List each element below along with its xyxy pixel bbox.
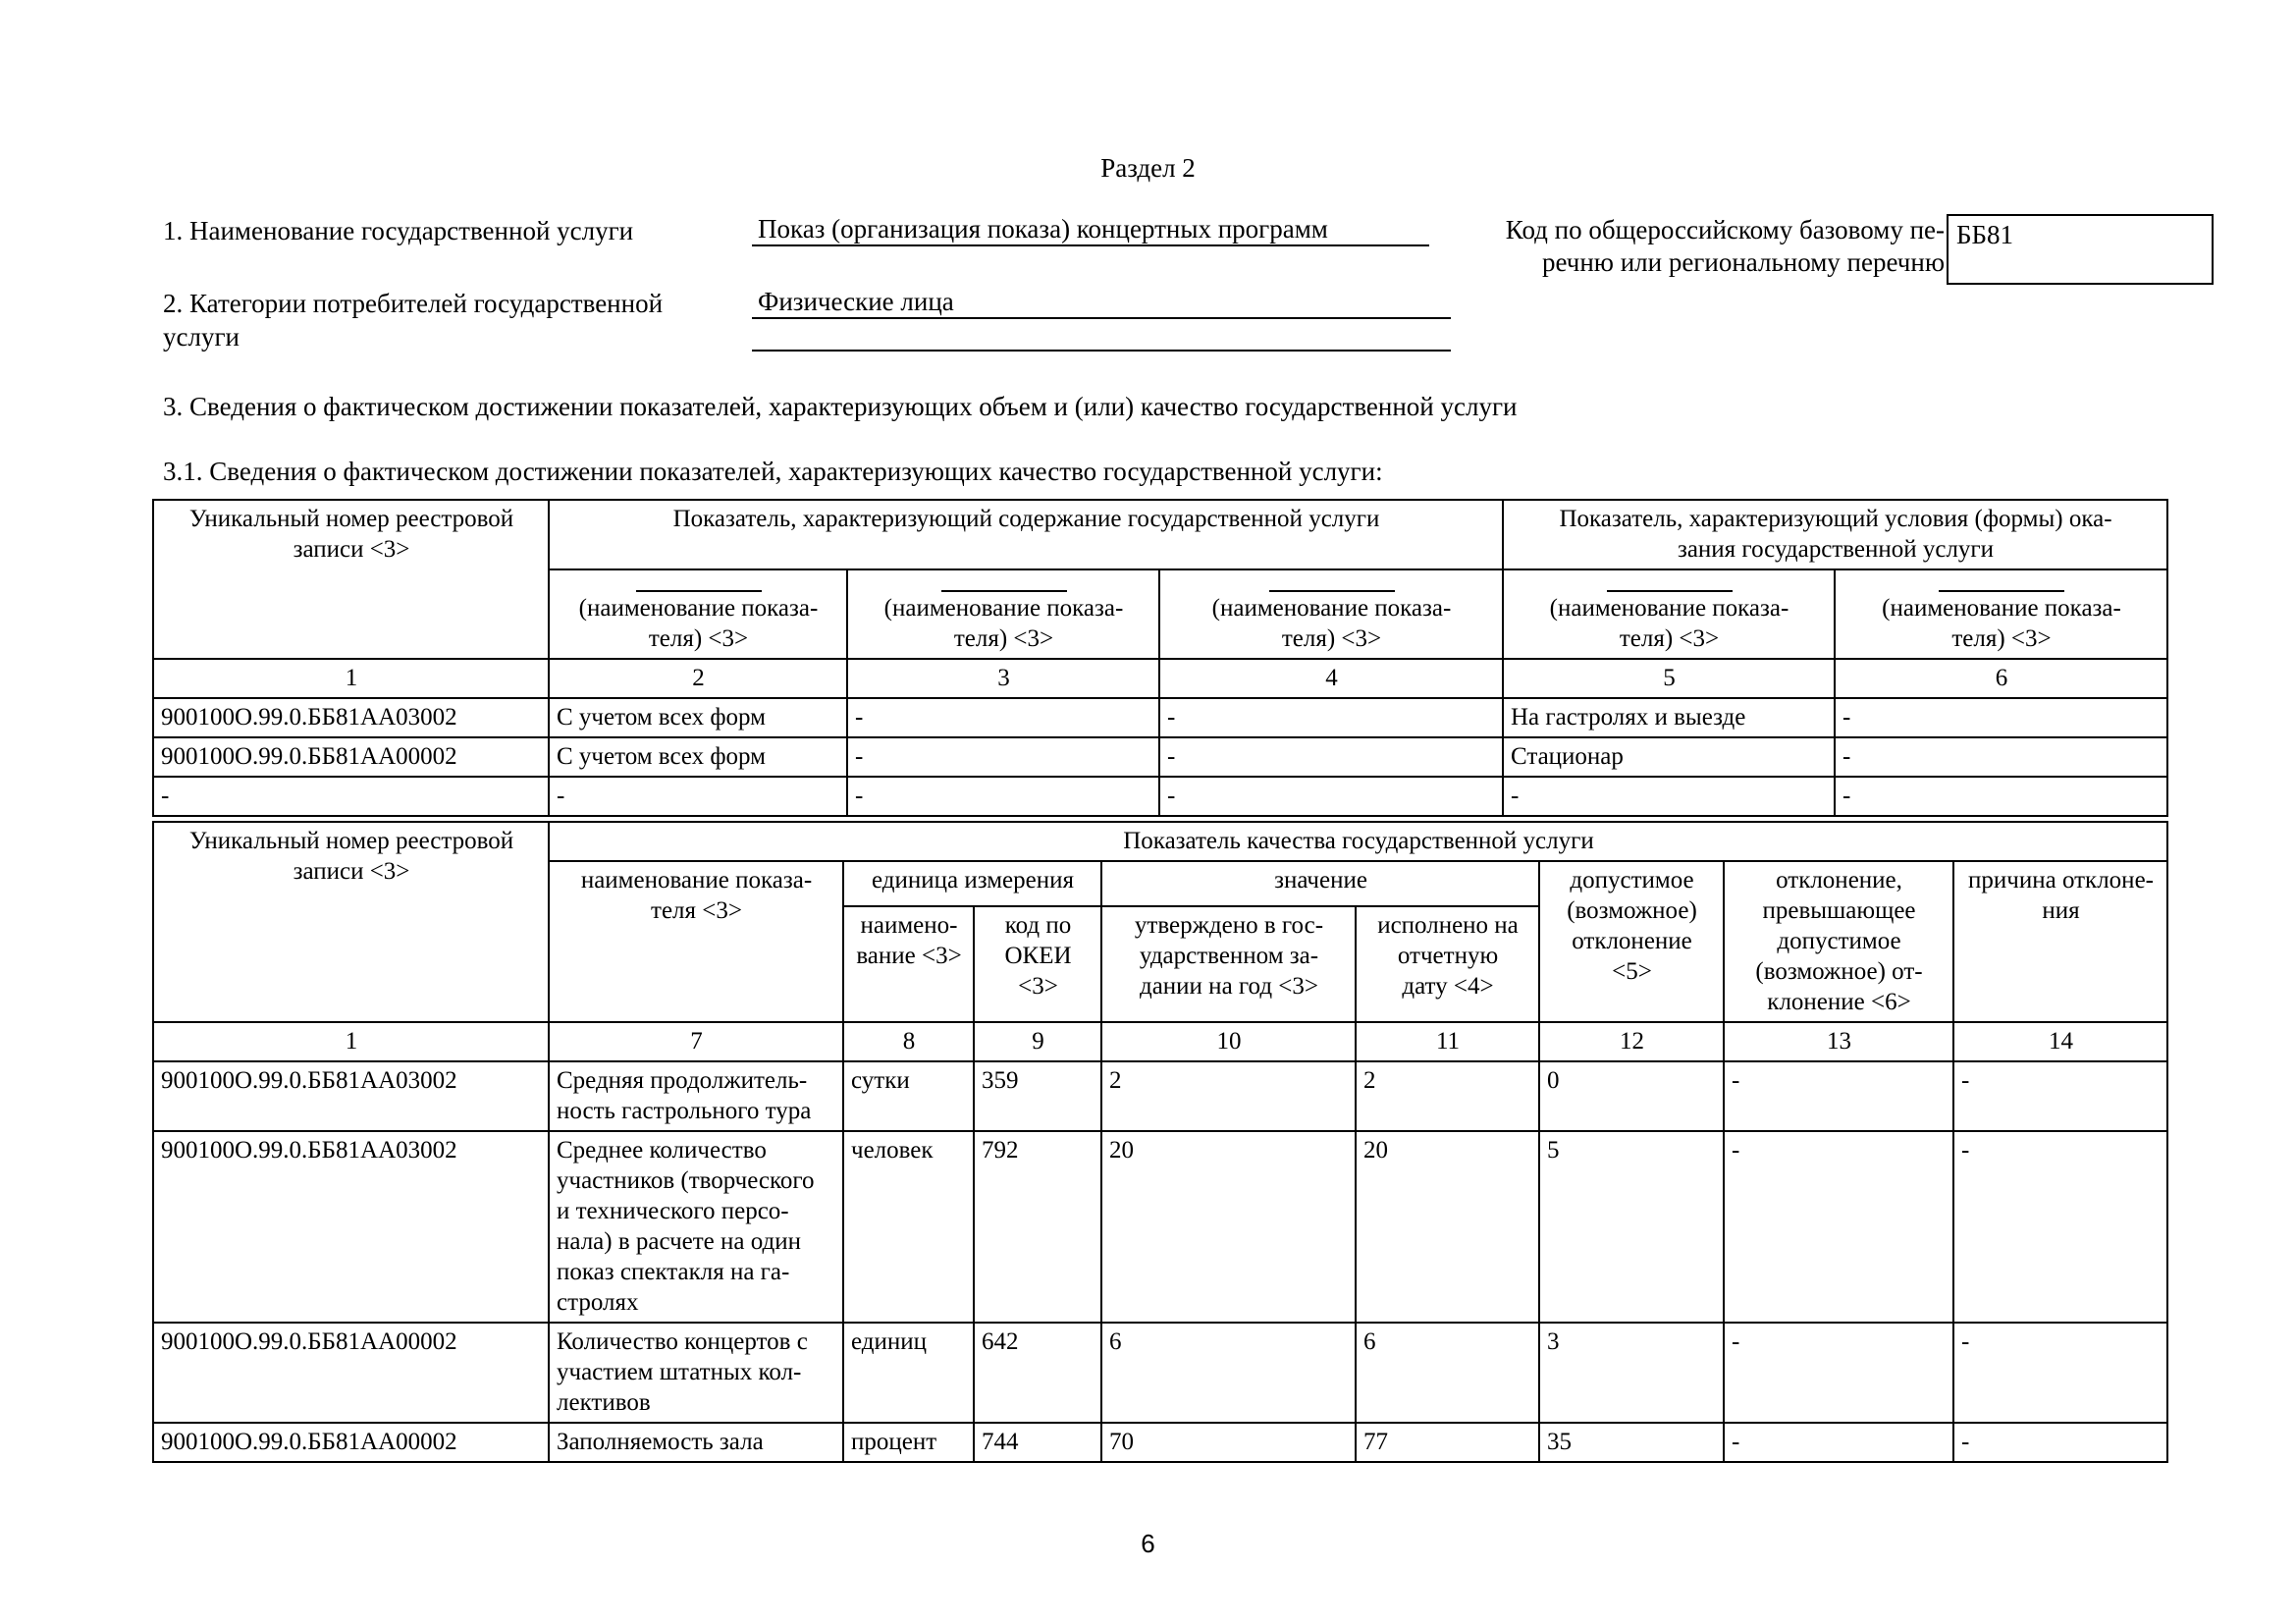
blank-line-placeholder — [636, 573, 762, 592]
blank-line-placeholder — [1939, 573, 2064, 592]
t1-r2-registry: - — [153, 777, 549, 816]
t1-r1-c5: Стационар — [1503, 737, 1835, 777]
t2-header-deviation-reason — [1953, 861, 2167, 1022]
t2-r0-indicator: Средняя продолжитель- ность гастрольного тура — [549, 1061, 843, 1131]
t1-header-conditions-indicator — [1503, 500, 2167, 569]
paragraph-3-1-heading: 3.1. Сведения о фактическом достижении показателей, характеризующих качество государственной услуги: — [163, 457, 1383, 486]
t2-colnum-14: 14 — [1953, 1022, 2167, 1061]
field-consumer-categories-label — [163, 287, 752, 353]
t1-r1-c3: - — [847, 737, 1159, 777]
t2-header-allowed-deviation-line2: (возможное) — [1567, 897, 1697, 924]
t1-colnum-6: 6 — [1835, 659, 2167, 698]
t1-r2-c6: - — [1835, 777, 2167, 816]
field-service-name-value-wrap — [752, 214, 1429, 246]
table-row — [153, 777, 2167, 816]
t2-header-okei-code-line2: ОКЕИ — [1004, 943, 1072, 970]
t1-r2-c3: - — [847, 777, 1159, 816]
t2-header-value-group: значение — [1101, 861, 1539, 906]
t2-colnum-1: 1 — [153, 1022, 549, 1061]
table-row — [153, 1423, 2167, 1462]
t2-header-approved-value — [1101, 906, 1356, 1022]
t2-colnum-13: 13 — [1724, 1022, 1953, 1061]
t2-header-excess-deviation-line2: превышающее — [1762, 897, 1916, 924]
t2-header-allowed-deviation-line3: отклонение — [1572, 928, 1692, 954]
table2-column-number-row — [153, 1022, 2167, 1061]
t2-r3-executed: 77 — [1356, 1423, 1539, 1462]
t1-r1-registry: 900100О.99.0.ББ81АА00002 — [153, 737, 549, 777]
t1-header-conditions-indicator-line1: Показатель, характеризующий условия (формы) ока- — [1559, 506, 2112, 532]
t1-subheader-4-line2: теля) <3> — [1281, 625, 1382, 652]
t2-header-registry-number-line1: Уникальный номер реестровой — [188, 828, 514, 854]
t2-header-registry-number — [153, 822, 549, 1022]
t2-header-excess-deviation-line5: клонение <6> — [1767, 989, 1911, 1015]
t2-r2-unit: единиц — [843, 1323, 974, 1423]
t2-r3-reason: - — [1953, 1423, 2167, 1462]
t2-header-executed-value-line3: дату <4> — [1402, 973, 1494, 1001]
t1-r1-c4: - — [1159, 737, 1503, 777]
t1-subheader-3-line1: (наименование показа- — [883, 595, 1124, 622]
t2-r3-unit: процент — [843, 1423, 974, 1462]
t2-r1-okei: 792 — [974, 1131, 1101, 1323]
t2-header-allowed-deviation-line1: допустимое — [1570, 867, 1694, 893]
t2-header-indicator-name-line2: теля <3> — [651, 897, 742, 924]
t2-header-okei-code-line3: <3> — [1018, 973, 1058, 1001]
t2-r2-okei: 642 — [974, 1323, 1101, 1423]
table-row — [153, 1131, 2167, 1323]
t2-header-excess-deviation-line3: допустимое — [1777, 928, 1901, 954]
field-consumer-categories-label-line2: услуги — [163, 322, 240, 352]
t1-subheader-3-line2: теля) <3> — [953, 625, 1054, 652]
t1-subheader-5-line1: (наименование показа- — [1549, 595, 1789, 622]
t1-subheader-6-line1: (наименование показа- — [1882, 595, 2121, 622]
t2-r1-reason: - — [1953, 1131, 2167, 1323]
t2-r3-okei: 744 — [974, 1423, 1101, 1462]
quality-indicators-values-table — [152, 821, 2168, 1463]
t2-r2-indicator: Количество концертов с участием штатных кол- лективов — [549, 1323, 843, 1423]
t1-r2-c4: - — [1159, 777, 1503, 816]
t1-r1-c6: - — [1835, 737, 2167, 777]
t2-r3-allowed-deviation: 35 — [1539, 1423, 1724, 1462]
t2-r2-approved: 6 — [1101, 1323, 1356, 1423]
t1-r1-c2: С учетом всех форм — [549, 737, 847, 777]
field-consumer-categories-value[interactable]: Физические лица — [752, 287, 1451, 319]
t2-header-unit-group: единица измерения — [843, 861, 1101, 906]
blank-line-placeholder — [1269, 573, 1395, 592]
table2-header-row-1 — [153, 822, 2167, 861]
t2-colnum-11: 11 — [1356, 1022, 1539, 1061]
t2-r0-okei: 359 — [974, 1061, 1101, 1131]
t2-header-okei-code-line1: код по — [1004, 912, 1072, 940]
t2-header-indicator-name — [549, 861, 843, 1022]
t2-r1-executed: 20 — [1356, 1131, 1539, 1323]
t2-r0-unit: сутки — [843, 1061, 974, 1131]
code-caption — [1468, 214, 1945, 279]
field-consumer-categories-label-line1: 2. Категории потребителей государственной — [163, 289, 664, 318]
t2-r0-reason: - — [1953, 1061, 2167, 1131]
t2-colnum-8: 8 — [843, 1022, 974, 1061]
t2-r0-allowed-deviation: 0 — [1539, 1061, 1724, 1131]
t1-colnum-3: 3 — [847, 659, 1159, 698]
t1-subheader-2-line2: теля) <3> — [648, 625, 749, 652]
code-caption-line2: речню или региональному перечню — [1541, 247, 1945, 277]
t1-subheader-indicator-name-3 — [847, 569, 1159, 659]
t1-subheader-5-line2: теля) <3> — [1619, 625, 1720, 652]
t1-r0-c2: С учетом всех форм — [549, 698, 847, 737]
code-caption-line1: Код по общероссийскому базовому пе- — [1505, 215, 1945, 244]
page-number: 6 — [1141, 1529, 1155, 1558]
t2-header-deviation-reason-line2: ния — [2042, 897, 2080, 924]
t1-colnum-2: 2 — [549, 659, 847, 698]
t2-r2-allowed-deviation: 3 — [1539, 1323, 1724, 1423]
code-block — [1468, 214, 2214, 285]
t1-header-registry-number-line2: записи <3> — [293, 536, 410, 563]
section-title: Раздел 2 — [1100, 153, 1196, 183]
t2-r1-registry: 900100О.99.0.ББ81АА03002 — [153, 1131, 549, 1323]
t2-header-executed-value-line1: исполнено на — [1377, 912, 1519, 940]
t1-subheader-indicator-name-4 — [1159, 569, 1503, 659]
t2-header-allowed-deviation-line4: <5> — [1612, 958, 1652, 985]
t1-r0-c4: - — [1159, 698, 1503, 737]
field-consumer-categories-value-line2[interactable] — [752, 319, 1451, 352]
field-service-name-label: 1. Наименование государственной услуги — [163, 216, 634, 245]
t2-r3-excess-deviation: - — [1724, 1423, 1953, 1462]
t1-r0-registry: 900100О.99.0.ББ81АА03002 — [153, 698, 549, 737]
t1-subheader-4-line1: (наименование показа- — [1211, 595, 1452, 622]
quality-indicators-content-table — [152, 499, 2168, 817]
t2-r3-registry: 900100О.99.0.ББ81АА00002 — [153, 1423, 549, 1462]
table1-header-row-1 — [153, 500, 2167, 569]
field-consumer-categories-value-wrap — [752, 287, 1451, 352]
t2-header-excess-deviation-line4: (возможное) от- — [1755, 958, 1923, 985]
t1-r2-c5: - — [1503, 777, 1835, 816]
t1-subheader-indicator-name-2 — [549, 569, 847, 659]
t2-r2-reason: - — [1953, 1323, 2167, 1423]
t2-r2-executed: 6 — [1356, 1323, 1539, 1423]
t2-header-okei-code — [974, 906, 1101, 1022]
table-row — [153, 698, 2167, 737]
t1-colnum-5: 5 — [1503, 659, 1835, 698]
t1-r0-c6: - — [1835, 698, 2167, 737]
blank-line-placeholder — [1607, 573, 1733, 592]
t1-subheader-2-line1: (наименование показа- — [578, 595, 819, 622]
t1-r2-c2: - — [549, 777, 847, 816]
t2-header-quality-indicator: Показатель качества государственной услуги — [549, 822, 2167, 861]
t1-colnum-1: 1 — [153, 659, 549, 698]
t2-header-executed-value-line2: отчетную — [1397, 943, 1499, 970]
table-row — [153, 1323, 2167, 1423]
t2-header-approved-value-line1: утверждено в гос- — [1134, 912, 1324, 940]
table1-column-number-row — [153, 659, 2167, 698]
blank-line-placeholder — [941, 573, 1067, 592]
t2-r0-approved: 2 — [1101, 1061, 1356, 1131]
t1-subheader-indicator-name-5 — [1503, 569, 1835, 659]
paragraph-3-heading: 3. Сведения о фактическом достижении показателей, характеризующих объем и (или) качество государственной услуги — [163, 392, 1518, 421]
t1-subheader-indicator-name-6 — [1835, 569, 2167, 659]
t2-r1-indicator: Среднее количество участников (творческого и технического персо- нала) в расчете на один показ спектакля на га- стролях — [549, 1131, 843, 1323]
t2-header-allowed-deviation — [1539, 861, 1724, 1022]
t1-subheader-6-line2: теля) <3> — [1951, 625, 2052, 652]
code-value-box[interactable]: ББ81 — [1947, 214, 2214, 285]
t2-header-executed-value — [1356, 906, 1539, 1022]
t1-colnum-4: 4 — [1159, 659, 1503, 698]
t2-header-unit-name — [843, 906, 974, 1022]
t1-r0-c5: На гастролях и выезде — [1503, 698, 1835, 737]
t2-header-approved-value-line3: дании на год <3> — [1139, 973, 1318, 1001]
t2-r0-excess-deviation: - — [1724, 1061, 1953, 1131]
t2-r1-approved: 20 — [1101, 1131, 1356, 1323]
t2-r0-registry: 900100О.99.0.ББ81АА03002 — [153, 1061, 549, 1131]
field-consumer-categories — [163, 287, 1451, 353]
t2-header-indicator-name-line1: наименование показа- — [580, 867, 813, 893]
t2-header-excess-deviation — [1724, 861, 1953, 1022]
t2-header-deviation-reason-line1: причина отклоне- — [1968, 867, 2154, 893]
table-row — [153, 1061, 2167, 1131]
t2-colnum-10: 10 — [1101, 1022, 1356, 1061]
t2-colnum-7: 7 — [549, 1022, 843, 1061]
t1-header-registry-number — [153, 500, 549, 659]
t1-r0-c3: - — [847, 698, 1159, 737]
t2-header-unit-name-line1: наимено- — [860, 912, 958, 940]
t2-r1-allowed-deviation: 5 — [1539, 1131, 1724, 1323]
t2-header-unit-name-line2: вание <3> — [856, 943, 962, 970]
t2-header-approved-value-line2: ударственном за- — [1139, 943, 1319, 970]
t2-r1-unit: человек — [843, 1131, 974, 1323]
t2-r2-excess-deviation: - — [1724, 1323, 1953, 1423]
t2-colnum-12: 12 — [1539, 1022, 1724, 1061]
t1-header-registry-number-line1: Уникальный номер реестровой — [188, 506, 514, 532]
t2-r3-indicator: Заполняемость зала — [549, 1423, 843, 1462]
t1-header-content-indicator: Показатель, характеризующий содержание государственной услуги — [549, 500, 1503, 569]
field-service-name — [163, 214, 1429, 247]
t2-r2-registry: 900100О.99.0.ББ81АА00002 — [153, 1323, 549, 1423]
t2-header-registry-number-line2: записи <3> — [293, 858, 410, 885]
t1-header-conditions-indicator-line2: зания государственной услуги — [1677, 536, 1995, 563]
t2-colnum-9: 9 — [974, 1022, 1101, 1061]
t2-r0-executed: 2 — [1356, 1061, 1539, 1131]
t2-header-excess-deviation-line1: отклонение, — [1776, 867, 1902, 893]
field-service-name-value[interactable]: Показ (организация показа) концертных программ — [752, 214, 1429, 246]
t2-r3-approved: 70 — [1101, 1423, 1356, 1462]
t2-r1-excess-deviation: - — [1724, 1131, 1953, 1323]
table-row — [153, 737, 2167, 777]
